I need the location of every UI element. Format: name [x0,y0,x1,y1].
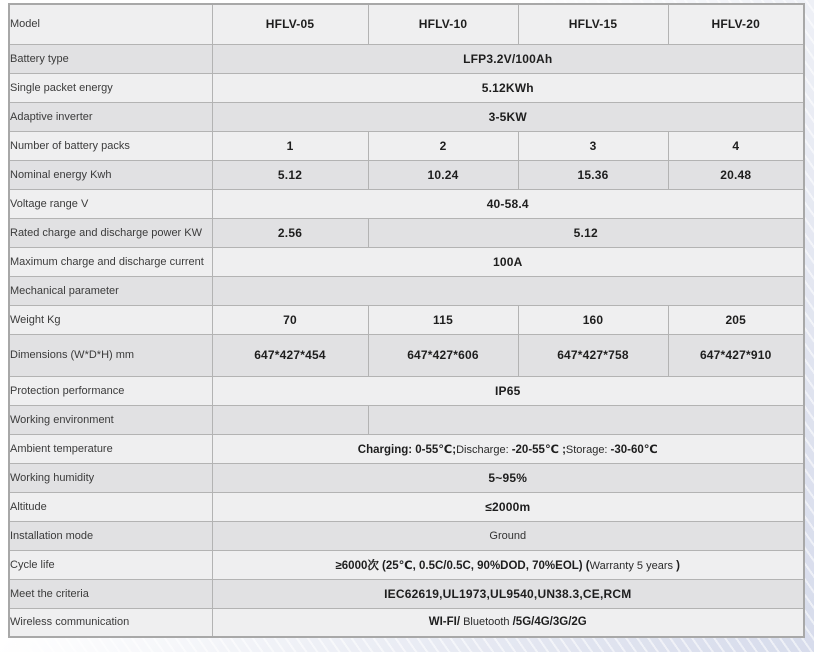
value-cell: 3-5KW [212,102,804,131]
value-cell [212,550,804,579]
value-cell: 4 [668,131,804,160]
table-row [9,463,804,492]
row-label: Rated charge and discharge power KW [9,218,212,247]
table-row [9,276,804,305]
value-cell: HFLV-05 [212,4,368,44]
table-row [9,405,804,434]
row-label: Mechanical parameter [9,276,212,305]
row-label: Single packet energy [9,73,212,102]
value-cell [368,405,804,434]
row-label: Number of battery packs [9,131,212,160]
text-segment: WI-FI/ [428,616,461,629]
value-cell: HFLV-10 [368,4,518,44]
value-cell [212,434,804,463]
spec-table [8,3,805,638]
table-row [9,247,804,276]
value-cell: 647*427*910 [668,334,804,376]
row-label: Weight Kg [9,305,212,334]
value-cell: 5.12 [212,160,368,189]
table-row [9,218,804,247]
table-row [9,434,804,463]
text-segment: Bluetooth [460,616,513,629]
value-cell: 647*427*606 [368,334,518,376]
value-cell: 70 [212,305,368,334]
value-cell: 100A [212,247,804,276]
table-row [9,550,804,579]
text-segment: Warranty 5 years [589,559,673,572]
value-cell: 3 [518,131,668,160]
value-cell [212,608,804,637]
table-row [9,492,804,521]
text-segment: Storage: [565,443,611,456]
spec-table-body [9,4,804,637]
text-segment: -30-60℃ [610,443,658,456]
table-row [9,160,804,189]
table-row [9,131,804,160]
value-cell: 15.36 [518,160,668,189]
text-segment: -20-55℃ ; [511,443,566,456]
row-label: Maximum charge and discharge current [9,247,212,276]
value-cell: LFP3.2V/100Ah [212,44,804,73]
row-label: Ambient temperature [9,434,212,463]
table-row [9,334,804,376]
value-cell: 1 [212,131,368,160]
row-label: Altitude [9,492,212,521]
row-label: Dimensions (W*D*H) mm [9,334,212,376]
value-cell: 115 [368,305,518,334]
text-segment: Discharge: [456,443,512,456]
table-row [9,608,804,637]
value-cell: Ground [212,521,804,550]
row-label: Voltage range V [9,189,212,218]
value-cell: 10.24 [368,160,518,189]
row-label: Working environment [9,405,212,434]
value-cell: 5.12 [368,218,804,247]
row-label: Cycle life [9,550,212,579]
row-label: Wireless communication [9,608,212,637]
value-cell: 5~95% [212,463,804,492]
value-cell [212,276,804,305]
row-label: Battery type [9,44,212,73]
value-cell: IP65 [212,376,804,405]
value-cell: 647*427*758 [518,334,668,376]
table-row [9,189,804,218]
value-cell: 40-58.4 [212,189,804,218]
row-label: Nominal energy Kwh [9,160,212,189]
value-cell: ≤2000m [212,492,804,521]
row-label: Model [9,4,212,44]
value-cell: 205 [668,305,804,334]
text-segment: ) [672,559,681,572]
value-cell: 160 [518,305,668,334]
value-cell: HFLV-15 [518,4,668,44]
row-label: Installation mode [9,521,212,550]
value-cell: 647*427*454 [212,334,368,376]
table-row [9,73,804,102]
text-segment: ≥6000次 (25℃, 0.5C/0.5C, 90%DOD, 70%EOL) ( [335,559,590,572]
table-row [9,102,804,131]
value-cell: 20.48 [668,160,804,189]
text-segment: Charging: 0-55℃; [357,443,457,456]
table-row [9,579,804,608]
value-cell: 2 [368,131,518,160]
text-segment: /5G/4G/3G/2G [512,616,587,629]
table-row [9,4,804,44]
row-label: Meet the criteria [9,579,212,608]
table-row [9,521,804,550]
row-label: Protection performance [9,376,212,405]
value-cell: 2.56 [212,218,368,247]
row-label: Working humidity [9,463,212,492]
value-cell: IEC62619,UL1973,UL9540,UN38.3,CE,RCM [212,579,804,608]
value-cell: 5.12KWh [212,73,804,102]
value-cell: HFLV-20 [668,4,804,44]
row-label: Adaptive inverter [9,102,212,131]
table-row [9,376,804,405]
value-cell [212,405,368,434]
table-row [9,305,804,334]
table-row [9,44,804,73]
